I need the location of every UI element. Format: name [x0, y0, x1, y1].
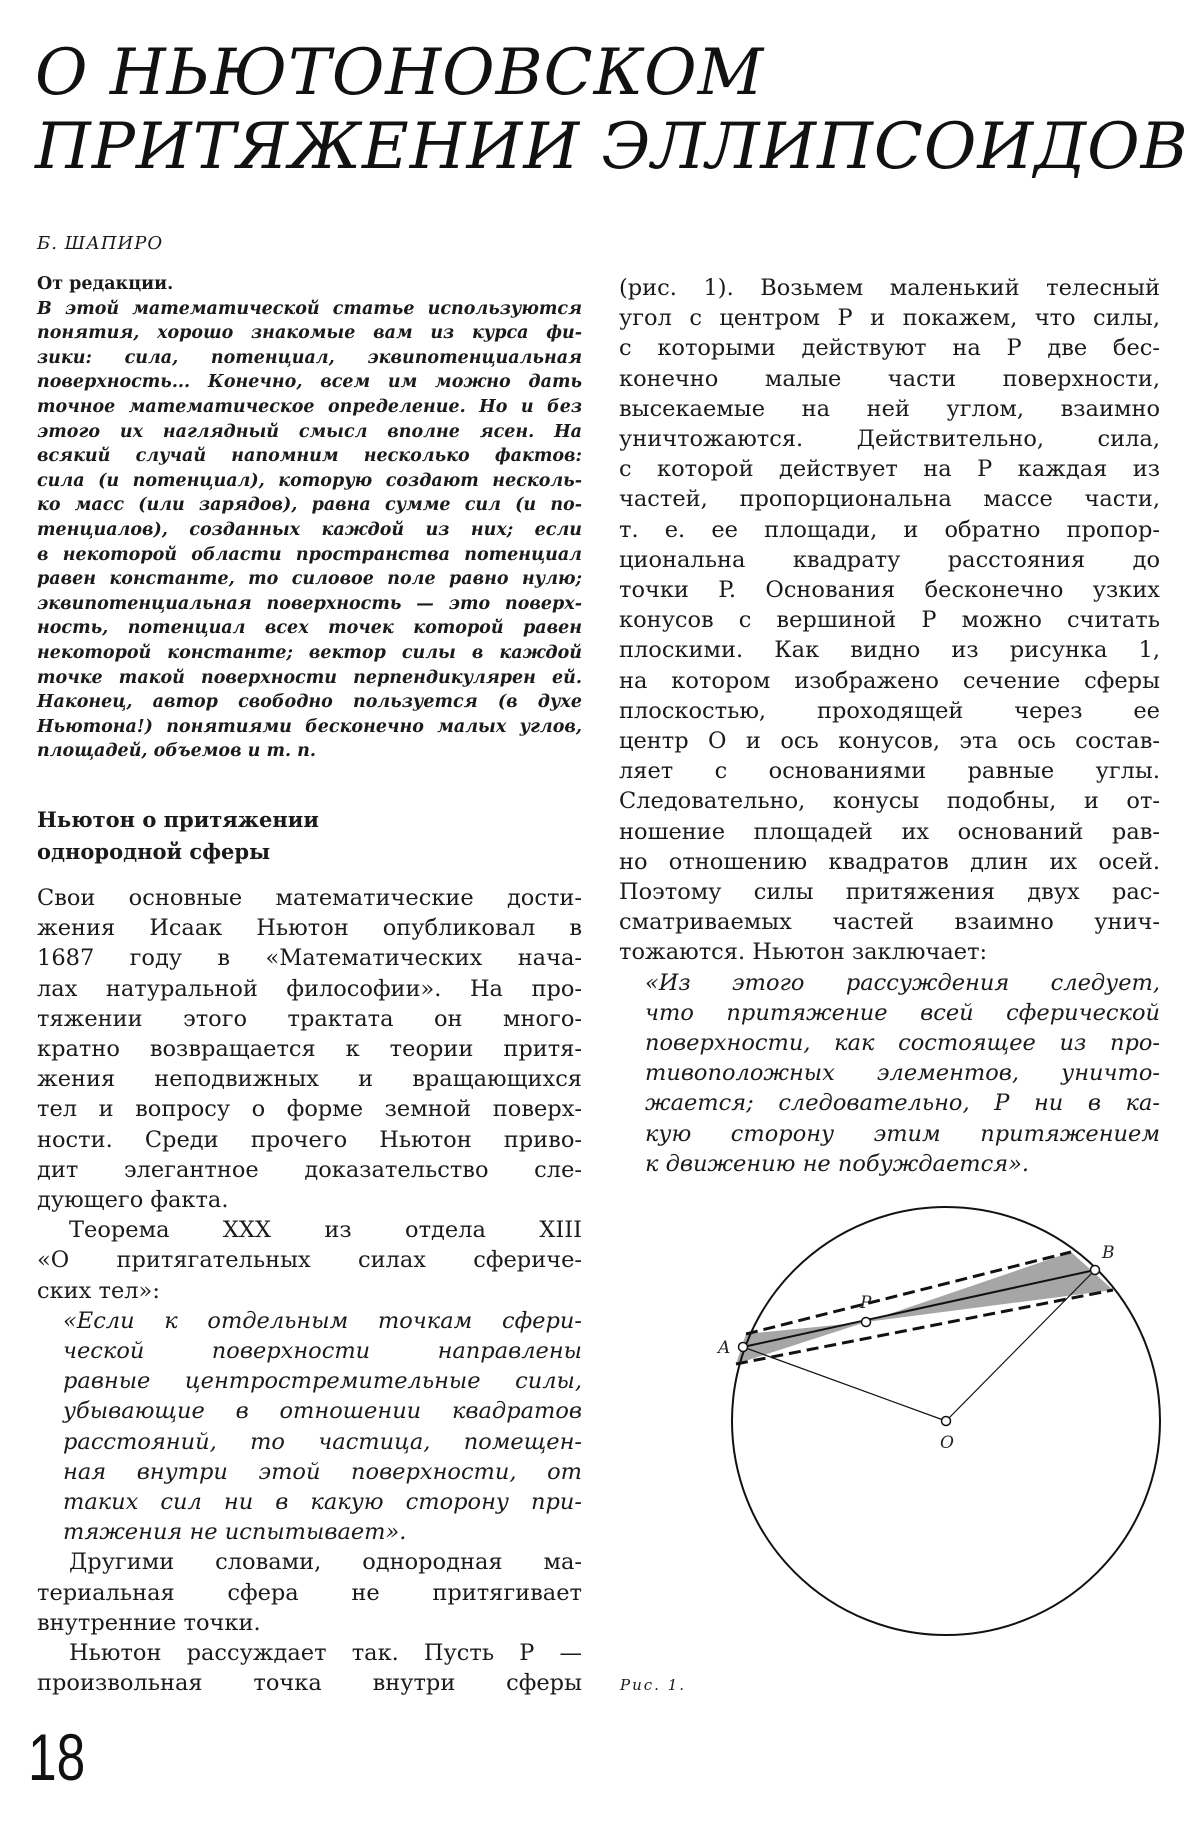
text-line: Другими словами, однородная ма- [69, 1549, 582, 1576]
text-line: дит элегантное доказательство сле- [37, 1156, 582, 1183]
label-o: O [940, 1433, 954, 1453]
paragraph [37, 1215, 582, 1306]
text-line: ских тел»: [37, 1277, 160, 1304]
label-a: A [718, 1338, 731, 1358]
text-line: расстояний, то частица, помещен- [63, 1428, 582, 1455]
label-b: B [1102, 1243, 1115, 1263]
editorial-line: ность, потенциал всех точек которой равен [37, 618, 582, 639]
text-line: тожаются. Ньютон заключает: [619, 939, 988, 966]
cone-edge-lower [736, 1290, 1113, 1364]
text-line: т. е. ее площади, и обратно пропор- [619, 516, 1160, 543]
text-line: тел и вопросу о форме земной поверх- [37, 1096, 582, 1123]
text-line: «О притягательных силах сфериче- [37, 1247, 582, 1274]
text-line: дующего факта. [37, 1187, 229, 1214]
text-line: циональна квадрату расстояния до [619, 546, 1160, 573]
text-line: Поэтому силы притяжения двух рас- [619, 879, 1160, 906]
editorial-note [37, 272, 582, 764]
text-line: конусов с вершиной P можно считать [619, 607, 1160, 634]
text-line: поверхности, как состоящее из про- [645, 1030, 1160, 1057]
text-line: лах натуральной философии». На про- [37, 975, 582, 1002]
text-line: Следовательно, конусы подобны, и от- [619, 788, 1160, 815]
text-line: внутренние точки. [37, 1609, 261, 1636]
text-line: тяжения не испытывает». [63, 1519, 407, 1546]
text-line: Теорема XXX из отдела XIII [69, 1217, 582, 1244]
text-line: ляет с основаниями равные углы. [619, 758, 1160, 785]
editorial-line: точке такой поверхности перпендикулярен ей. [37, 667, 582, 688]
text-line: Ньютон рассуждает так. Пусть P — [69, 1640, 582, 1667]
author: Б. ШАПИРО [37, 233, 164, 254]
article-title-line-2: ПРИТЯЖЕНИИ ЭЛЛИПСОИДОВ [35, 110, 1189, 184]
point-p [862, 1318, 871, 1327]
text-line: сматриваемых частей взаимно унич- [619, 909, 1160, 936]
text-line: 1687 году в «Математических нача- [37, 945, 582, 972]
editorial-line: в некоторой области пространства потенциал [37, 544, 582, 565]
quotation [619, 968, 1160, 1179]
label-p: P [860, 1293, 872, 1313]
paragraph [37, 883, 582, 1215]
text-line: Свои основные математические дости- [37, 885, 582, 911]
text-line: убывающие в отношении квадратов [63, 1398, 582, 1425]
text-line: равные центростремительные силы, [63, 1368, 582, 1395]
text-line: плоскостью, проходящей через ее [619, 697, 1160, 724]
editorial-line: равен константе, то силовое поле равно нулю; [37, 569, 582, 590]
editorial-line: ко масс (или зарядов), равна сумме сил (и по- [37, 495, 582, 516]
paragraph [619, 273, 1160, 968]
editorial-line: тенциалов), созданных каждой из них; если [37, 519, 582, 540]
text-line: ческой поверхности направлены [63, 1338, 582, 1365]
text-line: произвольная точка внутри сферы [37, 1670, 582, 1697]
radius-oa [743, 1347, 946, 1421]
text-line: ности. Среди прочего Ньютон приво- [37, 1126, 582, 1153]
editorial-line: площадей, объемов и т. п. [37, 741, 317, 762]
editorial-line: точное математическое определение. Но и без [37, 396, 582, 417]
left-column-text [37, 883, 582, 1698]
text-line: частей, пропорциональна массе части, [619, 486, 1160, 513]
section-heading-line: однородной сферы [37, 839, 271, 864]
paragraph [37, 1547, 582, 1638]
editorial-line: эквипотенциальная поверхность — это поверх- [37, 593, 582, 614]
text-line: (рис. 1). Возьмем маленький телесный [619, 275, 1160, 301]
editorial-line: поверхность... Конечно, всем им можно дать [37, 372, 582, 393]
text-line: с которыми действуют на P две бес- [619, 335, 1160, 362]
text-line: кратно возвращается к теории притя- [37, 1036, 582, 1063]
quotation [37, 1306, 582, 1548]
right-column-text [619, 273, 1160, 1179]
page-number: 18 [28, 1720, 86, 1794]
editorial-line: Ньютона!) понятиями бесконечно малых углов, [37, 716, 582, 737]
article-title-line-1: О НЬЮТОНОВСКОМ [35, 36, 765, 110]
point-a [739, 1343, 748, 1352]
text-line: таких сил ни в какую сторону при- [63, 1489, 582, 1516]
editorial-heading: От редакции. [37, 274, 174, 294]
text-line: что притяжение всей сферической [645, 999, 1160, 1026]
editorial-line: В этой математической статье используются [37, 298, 582, 319]
text-line: тивоположных элементов, уничто- [645, 1060, 1160, 1087]
text-line: кую сторону этим притяжением [645, 1120, 1160, 1147]
point-o [942, 1417, 951, 1426]
editorial-line: Наконец, автор свободно пользуется (в духе [37, 692, 582, 713]
text-line: уничтожаются. Действительно, сила, [619, 426, 1160, 453]
section-heading-line: Ньютон о притяжении [37, 807, 319, 832]
text-line: жения неподвижных и вращающихся [37, 1066, 582, 1093]
editorial-line: зики: сила, потенциал, эквипотенциальная [37, 347, 582, 368]
editorial-line: этого их наглядный смысл вполне ясен. На [37, 421, 582, 442]
text-line: угол с центром P и покажем, что силы, [619, 305, 1160, 332]
text-line: жается; следовательно, P ни в ка- [645, 1090, 1160, 1117]
text-line: конечно малые части поверхности, [619, 365, 1160, 392]
editorial-line: некоторой константе; вектор силы в каждой [37, 642, 582, 663]
text-line: на котором изображено сечение сферы [619, 667, 1160, 694]
text-line: с которой действует на P каждая из [619, 456, 1160, 483]
text-line: тяжении этого трактата он много- [37, 1005, 582, 1032]
section-heading [37, 804, 319, 868]
text-line: к движению не побуждается». [645, 1150, 1030, 1177]
point-b [1091, 1266, 1100, 1275]
text-line: ная внутри этой поверхности, от [63, 1458, 582, 1485]
text-line: жения Исаак Ньютон опубликовал в [37, 915, 582, 942]
text-line: «Из этого рассуждения следует, [645, 969, 1160, 996]
editorial-line: всякий случай напомним несколько фактов: [37, 446, 582, 467]
editorial-line: сила (и потенциал), которую создают несколь- [37, 470, 582, 491]
chord-ab [743, 1270, 1095, 1347]
text-line: плоскими. Как видно из рисунка 1, [619, 637, 1160, 664]
figure-sphere-section [700, 1190, 1180, 1650]
text-line: но отношению квадратов длин их осей. [619, 848, 1160, 875]
editorial-line: понятия, хорошо знакомые вам из курса фи- [37, 323, 582, 344]
figure-caption: Рис. 1. [620, 1676, 687, 1694]
text-line: центр O и ось конусов, эта ось состав- [619, 728, 1160, 755]
text-line: высекаемые на ней углом, взаимно [619, 395, 1160, 422]
text-line: точки P. Основания бесконечно узких [619, 577, 1160, 604]
text-line: «Если к отдельным точкам сфери- [63, 1307, 582, 1334]
paragraph [37, 1638, 582, 1698]
text-line: ношение площадей их оснований рав- [619, 818, 1160, 845]
text-line: териальная сфера не притягивает [37, 1579, 582, 1606]
